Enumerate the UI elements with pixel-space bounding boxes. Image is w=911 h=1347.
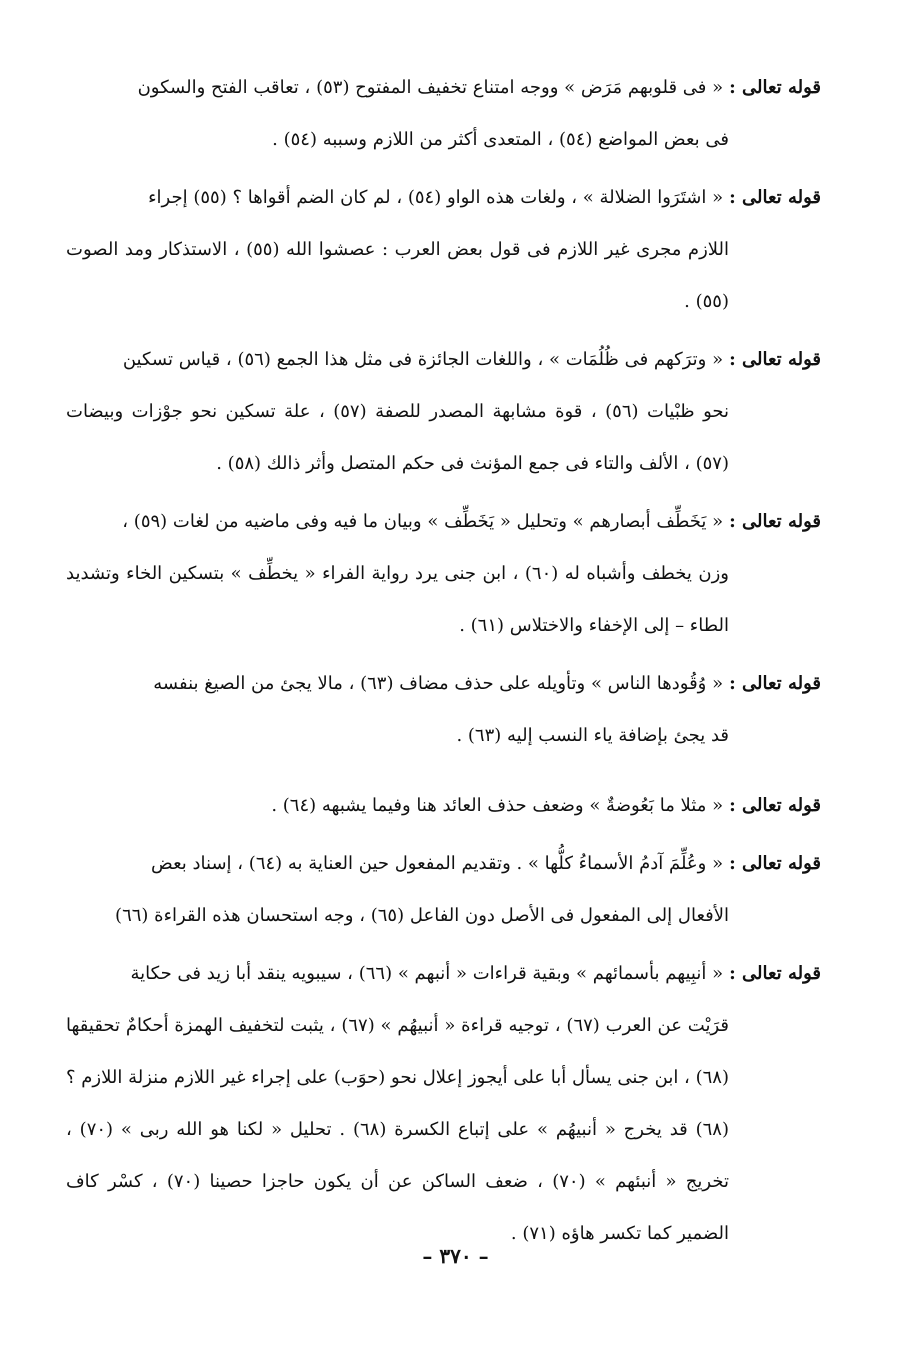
entry-first-line bbox=[66, 334, 821, 386]
entry-lead: قوله تعالى : bbox=[729, 795, 821, 816]
index-entry-5 bbox=[66, 658, 821, 762]
index-entry-8 bbox=[66, 948, 821, 1260]
page-number: – ٣٧٠ – bbox=[422, 1244, 489, 1268]
index-entry-2 bbox=[66, 172, 821, 328]
index-entry-3 bbox=[66, 334, 821, 490]
entry-first-line bbox=[66, 838, 821, 890]
entry-line1: « أنبِيهم بأسمائهم » وبقية قراءات « أنبهم » (٦٦) ، سيبويه ينقد أبا زيد فى حكاية bbox=[130, 963, 724, 984]
entry-line1: « وترَكهم فى ظُلُمَات » ، واللغات الجائزة فى مثل هذا الجمع (٥٦) ، قياس تسكين bbox=[122, 349, 724, 370]
entry-continuation: وزن يخطف وأشباه له (٦٠) ، ابن جنى يرد رواية الفراء « يخطِّف » بتسكين الخاء وتشديد الطاء – إلى الإخفاء والاختلاس (٦١) . bbox=[66, 563, 729, 636]
entry-line1: « وعُلِّمَ آدمُ الأسماءُ كلُّها » . وتقديم المفعول حين العناية به (٦٤) ، إسناد بعض bbox=[151, 853, 724, 874]
entry-continuation: اللازم مجرى غير اللازم فى قول بعض العرب : عصشوا الله (٥٥) ، الاستذكار ومد الصوت (٥٥) . bbox=[66, 239, 729, 312]
entry-first-line bbox=[66, 496, 821, 548]
entry-lead: قوله تعالى : bbox=[729, 511, 821, 532]
entry-lead: قوله تعالى : bbox=[729, 963, 821, 984]
index-entry-4 bbox=[66, 496, 821, 652]
entry-line1: « وُقُودها الناس » وتأويله على حذف مضاف (٦٣) ، مالا يجئ من الصيغ بنفسه bbox=[153, 673, 724, 694]
entry-line1: « مثلا ما بَعُوضةٌ » وضعف حذف العائد هنا وفيما يشبهه (٦٤) . bbox=[271, 795, 724, 816]
entry-line1: « يَخَطِّف أبصارهم » وتحليل « يَخَطِّف » وبيان ما فيه وفى ماضيه من لغات (٥٩) ، bbox=[122, 511, 724, 532]
entry-lead: قوله تعالى : bbox=[729, 77, 821, 98]
document-body bbox=[66, 62, 821, 1266]
index-entry-6 bbox=[66, 780, 821, 832]
entry-lead: قوله تعالى : bbox=[729, 349, 821, 370]
index-entry-7 bbox=[66, 838, 821, 942]
entry-continuation: الأفعال إلى المفعول فى الأصل دون الفاعل (٦٥) ، وجه استحسان هذه القراءة (٦٦) bbox=[115, 905, 729, 926]
entry-lead: قوله تعالى : bbox=[729, 187, 821, 208]
index-entry-1 bbox=[66, 62, 821, 166]
entry-lead: قوله تعالى : bbox=[729, 673, 821, 694]
entry-line1: « فى قلوبهم مَرَض » ووجه امتناع تخفيف المفتوح (٥٣) ، تعاقب الفتح والسكون bbox=[137, 77, 724, 98]
entry-continuation: قرَيْت عن العرب (٦٧) ، توجيه قراءة « أنبيهُم » (٦٧) ، يثبت لتخفيف الهمزة أحكامٌ تحقيقها (٦٨) ، ابن جنى يسأل أبا على أيجوز إعلال نحو (حوَب) على إجراء غير اللازم منزلة اللازم ؟ (٦٨) قد يخرج « أنبيهُم » على إتباع الكسرة (٦٨) . تحليل « لكنا هو الله ربى » (٧٠) ، تخريج « أنبئهم » (٧٠) ، ضعف الساكن عن أن يكون حاجزا حصينا (٧٠) ، كسْر كاف الضمير كما تكسر هاؤه (٧١) . bbox=[66, 1015, 730, 1244]
entry-continuation: قد يجئ بإضافة ياء النسب إليه (٦٣) . bbox=[456, 725, 729, 746]
entry-continuation: نحو ظبْيات (٥٦) ، قوة مشابهة المصدر للصفة (٥٧) ، علة تسكين نحو جوْزات وبيضات (٥٧) ، الألف والتاء فى جمع المؤنث فى حكم المتصل وأثر ذالك (٥٨) . bbox=[66, 401, 730, 474]
entry-first-line bbox=[66, 62, 821, 114]
entry-continuation: فى بعض المواضع (٥٤) ، المتعدى أكثر من اللازم وسببه (٥٤) . bbox=[272, 129, 729, 150]
entry-first-line bbox=[66, 780, 821, 832]
entry-first-line bbox=[66, 658, 821, 710]
entry-line1: « اشتَرَوا الضلالة » ، ولغات هذه الواو (٥٤) ، لم كان الضم أقواها ؟ (٥٥) إجراء bbox=[148, 187, 724, 208]
entry-lead: قوله تعالى : bbox=[729, 853, 821, 874]
entry-first-line bbox=[66, 172, 821, 224]
entry-first-line bbox=[66, 948, 821, 1000]
